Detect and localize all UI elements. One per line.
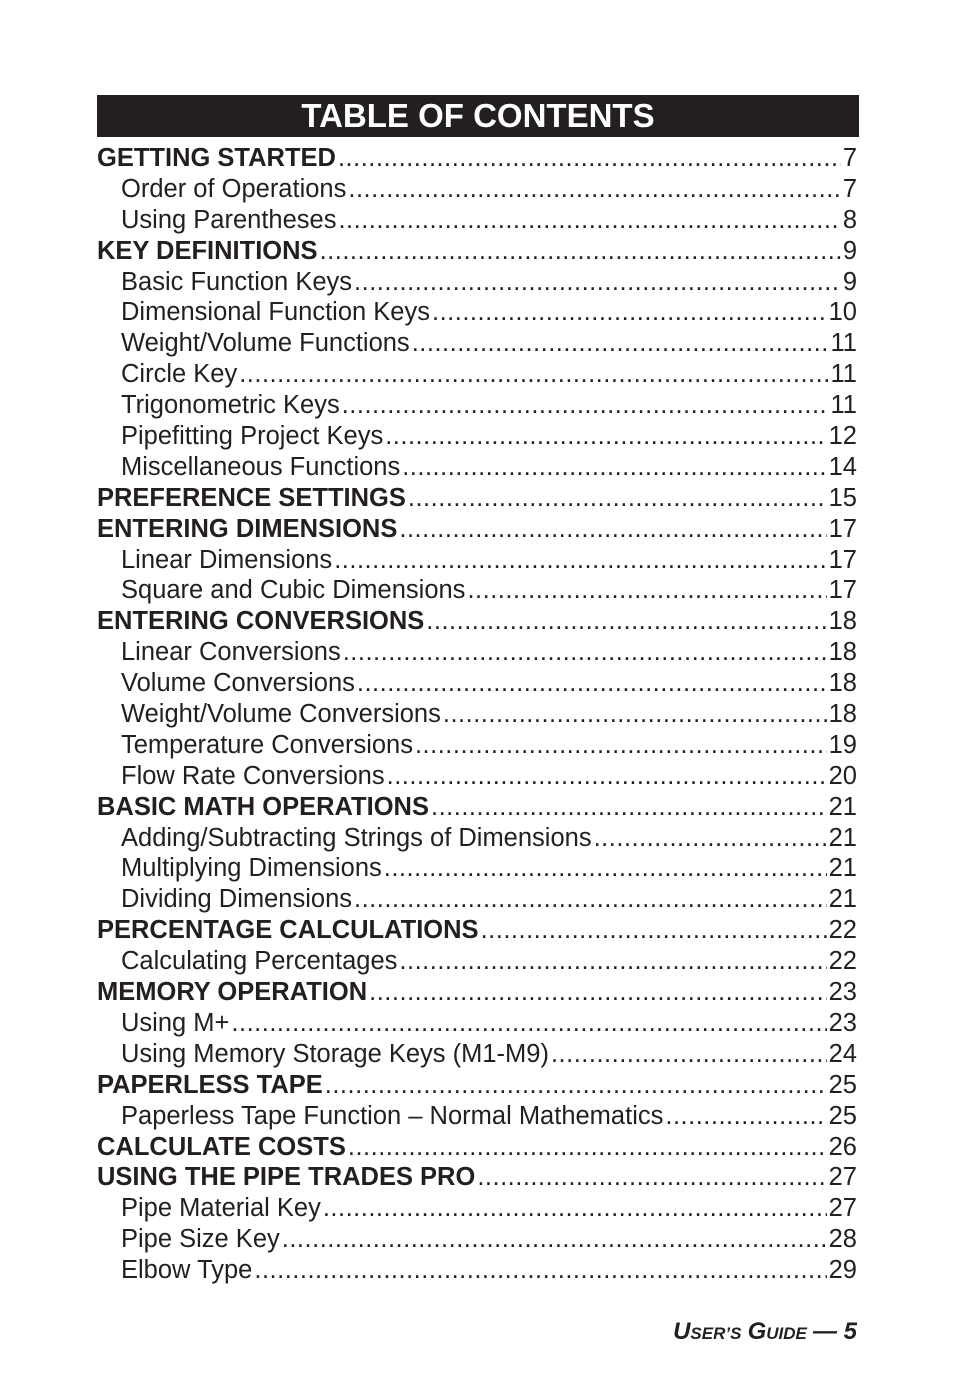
toc-entry-label: Using Parentheses bbox=[121, 205, 337, 234]
toc-entry-label: ENTERING CONVERSIONS bbox=[97, 607, 425, 636]
toc-entry-label: Miscellaneous Functions bbox=[121, 452, 401, 481]
toc-subsection-entry[interactable] bbox=[97, 390, 857, 421]
toc-entry-page-number: 10 bbox=[828, 298, 857, 327]
footer-g: G bbox=[747, 1318, 767, 1345]
toc-entry-page-number: 8 bbox=[842, 205, 857, 234]
toc-entry-page-number: 22 bbox=[828, 916, 857, 945]
dot-leader bbox=[320, 236, 841, 267]
toc-entry-page-number: 9 bbox=[842, 236, 857, 265]
dot-leader bbox=[348, 174, 840, 205]
dot-leader bbox=[342, 390, 829, 421]
dot-leader bbox=[384, 853, 827, 884]
toc-entry-page-number: 18 bbox=[828, 700, 857, 729]
toc-entry-label: Using M+ bbox=[121, 1008, 230, 1037]
toc-entry-label: Basic Function Keys bbox=[121, 267, 353, 296]
toc-entry-page-number: 14 bbox=[828, 452, 857, 481]
toc-subsection-entry[interactable] bbox=[97, 853, 857, 884]
dot-leader bbox=[325, 1070, 827, 1101]
toc-entry-page-number: 18 bbox=[828, 638, 857, 667]
toc-entry-label: Circle Key bbox=[121, 360, 238, 389]
toc-entry-page-number: 27 bbox=[828, 1163, 857, 1192]
toc-section-entry[interactable] bbox=[97, 1070, 857, 1101]
dot-leader bbox=[594, 823, 827, 854]
toc-subsection-entry[interactable] bbox=[97, 730, 857, 761]
dot-leader bbox=[338, 205, 840, 236]
toc-entry-page-number: 22 bbox=[828, 947, 857, 976]
toc-subsection-entry[interactable] bbox=[97, 1255, 857, 1286]
toc-section-entry[interactable] bbox=[97, 915, 857, 946]
toc-section-entry[interactable] bbox=[97, 977, 857, 1008]
toc-entry-page-number: 18 bbox=[828, 607, 857, 636]
toc-entry-page-number: 24 bbox=[828, 1039, 857, 1068]
dot-leader bbox=[426, 606, 826, 637]
toc-subsection-entry[interactable] bbox=[97, 452, 857, 483]
toc-entry-page-number: 21 bbox=[828, 792, 857, 821]
dot-leader bbox=[323, 1193, 827, 1224]
toc-entry-label: PERCENTAGE CALCULATIONS bbox=[97, 916, 479, 945]
toc-entry-label: Multiplying Dimensions bbox=[121, 854, 382, 883]
toc-subsection-entry[interactable] bbox=[97, 1101, 857, 1132]
dot-leader bbox=[408, 483, 827, 514]
toc-entry-page-number: 7 bbox=[842, 144, 857, 172]
toc-entry-page-number: 12 bbox=[828, 422, 857, 451]
dot-leader bbox=[348, 1132, 827, 1163]
dot-leader bbox=[357, 668, 827, 699]
toc-entry-page-number: 17 bbox=[828, 545, 857, 574]
toc-subsection-entry[interactable] bbox=[97, 761, 857, 792]
toc-entry-label: CALCULATE COSTS bbox=[97, 1132, 346, 1161]
toc-entry-label: Order of Operations bbox=[121, 174, 347, 203]
toc-entry-label: Calculating Percentages bbox=[121, 947, 398, 976]
toc-subsection-entry[interactable] bbox=[97, 575, 857, 606]
toc-entry-label: Pipefitting Project Keys bbox=[121, 422, 384, 451]
toc-entry-label: GETTING STARTED bbox=[97, 144, 336, 172]
toc-entry-page-number: 9 bbox=[842, 267, 857, 296]
toc-subsection-entry[interactable] bbox=[97, 359, 857, 390]
toc-entry-page-number: 19 bbox=[828, 730, 857, 759]
toc-entry-page-number: 15 bbox=[828, 483, 857, 512]
toc-subsection-entry[interactable] bbox=[97, 297, 857, 328]
toc-entry-label: MEMORY OPERATION bbox=[97, 978, 368, 1007]
dot-leader bbox=[432, 297, 827, 328]
toc-entry-label: Dividing Dimensions bbox=[121, 885, 353, 914]
toc-entry-page-number: 29 bbox=[828, 1256, 857, 1285]
toc-entry-page-number: 25 bbox=[828, 1101, 857, 1130]
toc-section-entry[interactable] bbox=[97, 483, 857, 514]
toc-subsection-entry[interactable] bbox=[97, 1193, 857, 1224]
dot-leader bbox=[399, 514, 826, 545]
toc-subsection-entry[interactable] bbox=[97, 205, 857, 236]
toc-entry-label: Linear Dimensions bbox=[121, 545, 333, 574]
toc-subsection-entry[interactable] bbox=[97, 637, 857, 668]
toc-section-entry[interactable] bbox=[97, 236, 857, 267]
toc-entry-label: Weight/Volume Conversions bbox=[121, 700, 441, 729]
toc-entry-label: Trigonometric Keys bbox=[121, 391, 340, 420]
page-title: TABLE OF CONTENTS bbox=[97, 95, 859, 137]
dot-leader bbox=[334, 545, 826, 576]
toc-entry-label: Adding/Subtracting Strings of Dimensions bbox=[121, 823, 592, 852]
table-of-contents bbox=[97, 143, 857, 1286]
toc-entry-label: ENTERING DIMENSIONS bbox=[97, 514, 398, 543]
dot-leader bbox=[412, 328, 829, 359]
toc-entry-page-number: 17 bbox=[828, 514, 857, 543]
dot-leader bbox=[282, 1224, 827, 1255]
toc-subsection-entry[interactable] bbox=[97, 668, 857, 699]
toc-entry-label: USING THE PIPE TRADES PRO bbox=[97, 1163, 476, 1192]
toc-entry-page-number: 17 bbox=[828, 576, 857, 605]
dot-leader bbox=[385, 421, 826, 452]
dot-leader bbox=[415, 730, 827, 761]
toc-entry-page-number: 21 bbox=[828, 854, 857, 883]
toc-entry-label: KEY DEFINITIONS bbox=[97, 236, 318, 265]
toc-subsection-entry[interactable] bbox=[97, 1039, 857, 1070]
toc-entry-page-number: 27 bbox=[828, 1194, 857, 1223]
toc-subsection-entry[interactable] bbox=[97, 267, 857, 298]
dot-leader bbox=[467, 575, 826, 606]
toc-subsection-entry[interactable] bbox=[97, 545, 857, 576]
toc-entry-label: Pipe Material Key bbox=[121, 1194, 321, 1223]
dot-leader bbox=[354, 267, 841, 298]
toc-entry-page-number: 11 bbox=[830, 329, 857, 358]
toc-entry-label: Square and Cubic Dimensions bbox=[121, 576, 466, 605]
toc-entry-page-number: 7 bbox=[842, 174, 857, 203]
dot-leader bbox=[481, 915, 827, 946]
dot-leader bbox=[343, 637, 827, 668]
toc-subsection-entry[interactable] bbox=[97, 421, 857, 452]
toc-entry-label: PREFERENCE SETTINGS bbox=[97, 483, 406, 512]
toc-entry-page-number: 21 bbox=[828, 823, 857, 852]
toc-entry-label: Dimensional Function Keys bbox=[121, 298, 430, 327]
toc-subsection-entry[interactable] bbox=[97, 699, 857, 730]
dot-leader bbox=[338, 143, 841, 174]
toc-section-entry[interactable] bbox=[97, 792, 857, 823]
toc-entry-label: BASIC MATH OPERATIONS bbox=[97, 792, 429, 821]
toc-entry-label: Linear Conversions bbox=[121, 638, 341, 667]
dot-leader bbox=[443, 699, 827, 730]
toc-subsection-entry[interactable] bbox=[97, 1008, 857, 1039]
toc-entry-label: Flow Rate Conversions bbox=[121, 761, 385, 790]
footer-page-number: — 5 bbox=[812, 1318, 857, 1345]
dot-leader bbox=[369, 977, 826, 1008]
toc-subsection-entry[interactable] bbox=[97, 1224, 857, 1255]
toc-entry-page-number: 26 bbox=[828, 1132, 857, 1161]
toc-subsection-entry[interactable] bbox=[97, 174, 857, 205]
dot-leader bbox=[399, 946, 826, 977]
toc-entry-page-number: 11 bbox=[830, 360, 857, 389]
toc-section-entry[interactable] bbox=[97, 1132, 857, 1163]
dot-leader bbox=[254, 1255, 826, 1286]
toc-entry-page-number: 20 bbox=[828, 761, 857, 790]
toc-section-entry[interactable] bbox=[97, 606, 857, 637]
dot-leader bbox=[477, 1162, 826, 1193]
toc-entry-page-number: 23 bbox=[828, 978, 857, 1007]
toc-entry-page-number: 28 bbox=[828, 1225, 857, 1254]
toc-entry-label: Volume Conversions bbox=[121, 669, 355, 698]
footer-ser: SER bbox=[690, 1324, 726, 1343]
toc-entry-label: PAPERLESS TAPE bbox=[97, 1070, 323, 1099]
toc-entry-page-number: 25 bbox=[828, 1070, 857, 1099]
dot-leader bbox=[354, 884, 827, 915]
toc-subsection-entry[interactable] bbox=[97, 823, 857, 854]
dot-leader bbox=[402, 452, 826, 483]
toc-subsection-entry[interactable] bbox=[97, 884, 857, 915]
dot-leader bbox=[551, 1039, 827, 1070]
dot-leader bbox=[431, 792, 827, 823]
toc-entry-label: Pipe Size Key bbox=[121, 1225, 280, 1254]
toc-entry-page-number: 23 bbox=[828, 1008, 857, 1037]
dot-leader bbox=[231, 1008, 826, 1039]
toc-subsection-entry[interactable] bbox=[97, 946, 857, 977]
toc-entry-label: Using Memory Storage Keys (M1-M9) bbox=[121, 1039, 549, 1068]
dot-leader bbox=[387, 761, 827, 792]
footer-uide: UIDE bbox=[766, 1324, 807, 1343]
toc-entry-page-number: 11 bbox=[830, 391, 857, 420]
toc-subsection-entry[interactable] bbox=[97, 328, 857, 359]
toc-entry-page-number: 21 bbox=[828, 885, 857, 914]
footer-u: U bbox=[673, 1318, 691, 1345]
page-footer bbox=[673, 1318, 857, 1346]
dot-leader bbox=[665, 1101, 826, 1132]
toc-section-entry[interactable] bbox=[97, 514, 857, 545]
footer-apos-s: ’S bbox=[725, 1324, 742, 1343]
toc-section-entry[interactable] bbox=[97, 1162, 857, 1193]
toc-section-entry[interactable] bbox=[97, 143, 857, 174]
toc-entry-label: Paperless Tape Function – Normal Mathematics bbox=[121, 1101, 664, 1130]
toc-entry-label: Temperature Conversions bbox=[121, 730, 413, 759]
toc-entry-label: Elbow Type bbox=[121, 1256, 253, 1285]
toc-entry-page-number: 18 bbox=[828, 669, 857, 698]
dot-leader bbox=[239, 359, 828, 390]
toc-entry-label: Weight/Volume Functions bbox=[121, 329, 410, 358]
